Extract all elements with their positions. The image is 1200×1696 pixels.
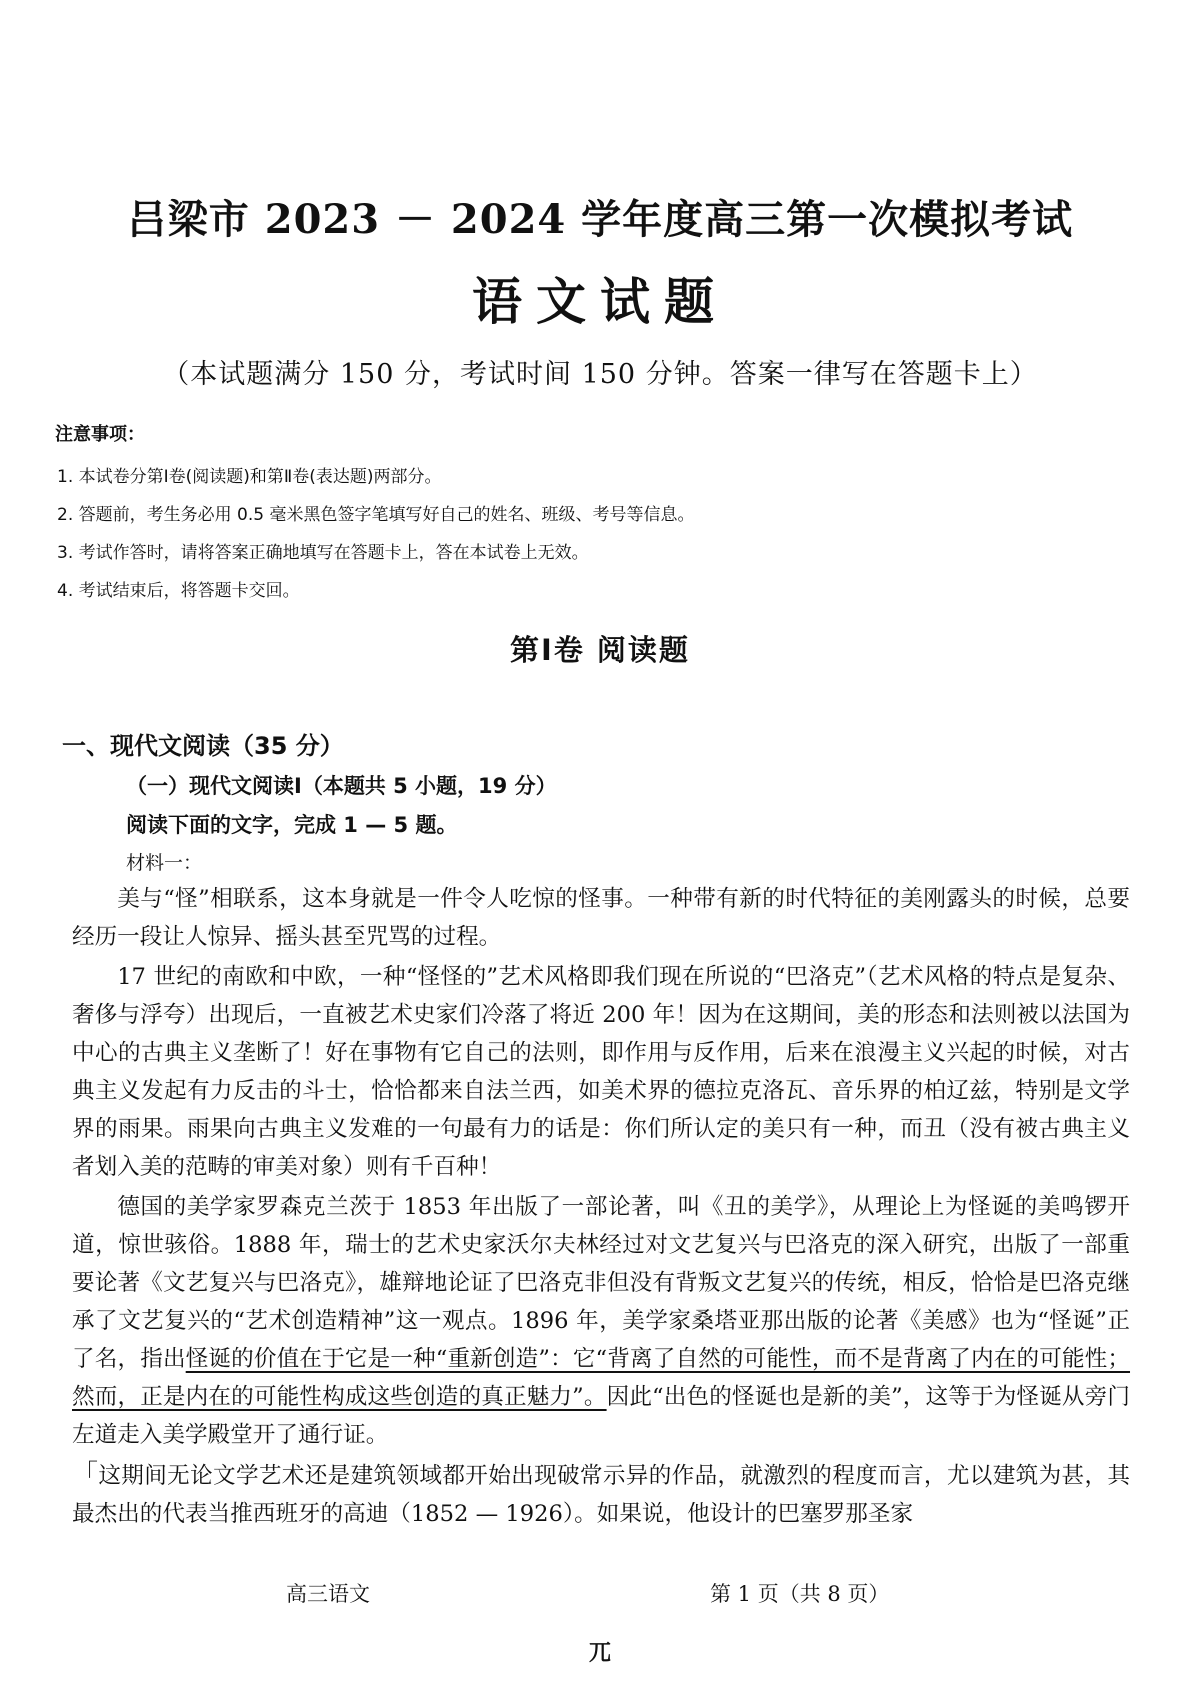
- subject-title: 语文试题: [472, 272, 728, 331]
- material-label: 材料一：: [126, 852, 203, 874]
- paragraph-3-part-b: 因此“出色的怪诞也是新的美”，这等于为怪诞从旁门左道走入美学殿堂开了通行证。: [72, 1384, 1130, 1448]
- notice-item: 2. 答题前，考生务必用 0.5 毫米黑色签字笔填写好自己的姓名、班级、考号等信息。: [57, 505, 695, 525]
- notice-list: [57, 458, 1157, 610]
- page-mark: 兀: [588, 1640, 611, 1666]
- section-title: 一、现代文阅读（35 分）: [62, 732, 344, 760]
- bracket-mark: 「: [72, 1460, 99, 1490]
- paragraph-2: 17 世纪的南欧和中欧，一种“怪怪的”艺术风格即我们现在所说的“巴洛克”（艺术风格的特点是复杂、奢侈与浮夸）出现后，一直被艺术史家们冷落了将近 200 年！因为在这期间，美的形态和法则被以法国为中心的古典主义垄断了！好在事物有它自己的法则，即作用与反作用，后来在浪漫主义兴起的时候，对古典主义发起有力反击的斗士，恰恰都来自法兰西，如美术界的德拉克洛瓦、音乐界的柏辽兹，特别是文学界的雨果。雨果向古典主义发难的一句最有力的话是：你们所认定的美只有一种，而丑（没有被古典主义者划入美的范畴的审美对象）则有千百种！: [72, 964, 1130, 1180]
- part-title: 第Ⅰ卷 阅读题: [510, 633, 690, 667]
- exam-info: （本试题满分 150 分，考试时间 150 分钟。答案一律写在答题卡上）: [162, 359, 1038, 390]
- notice-item: 3. 考试作答时，请将答案正确地填写在答题卡上，答在本试卷上无效。: [57, 543, 589, 563]
- exam-title: 吕梁市 2023 － 2024 学年度高三第一次模拟考试: [126, 196, 1074, 243]
- paragraph-4: [72, 1456, 1130, 1533]
- subsection-title: （一）现代文阅读Ⅰ（本题共 5 小题，19 分）: [126, 774, 557, 798]
- reading-passage: [72, 880, 1130, 1535]
- notice-heading: 注意事项：: [55, 424, 145, 445]
- paragraph-3-part-a: 德国的美学家罗森克兰茨于 1853 年出版了一部论著，叫《丑的美学》，从理论上为怪诞的美鸣锣开道，惊世骇俗。1888 年，瑞士的艺术史家沃尔夫林经过对文艺复兴与巴洛克的深入研究，出版了一部重要论著《文艺复兴与巴洛克》，雄辩地论证了巴洛克非但没有背叛文艺复兴的传统，相反，恰恰是巴洛克继承了文艺复兴的“艺术创造精神”这一观点。1896 年，美学家桑塔亚那出版的论著《美感》也为“怪诞”正了名，指出: [72, 1194, 1130, 1372]
- paragraph-4-text: 这期间无论文学艺术还是建筑领域都开始出现破常示异的作品，就激烈的程度而言，尤以建筑为甚，其最杰出的代表当推西班牙的高迪（1852 — 1926）。如果说，他设计的巴塞罗那圣家: [72, 1463, 1130, 1527]
- notice-item: 1. 本试卷分第Ⅰ卷(阅读题)和第Ⅱ卷(表达题)两部分。: [57, 467, 442, 487]
- paragraph-3: [72, 1188, 1130, 1454]
- footer-subject: 高三语文: [286, 1582, 370, 1606]
- paragraph-1: 美与“怪”相联系，这本身就是一件令人吃惊的怪事。一种带有新的时代特征的美刚露头的时候，总要经历一段让人惊异、摇头甚至咒骂的过程。: [72, 886, 1130, 950]
- reading-instruction: 阅读下面的文字，完成 1 — 5 题。: [126, 813, 458, 837]
- footer-page-number: 第 1 页（共 8 页）: [710, 1582, 890, 1606]
- notice-item: 4. 考试结束后，将答题卡交回。: [57, 581, 300, 601]
- underlined-sentence: 怪诞的价值在于它是一种“重新创造”：它“背离了自然的可能性，而不是背离了内在的可能性；然而，正是内在的可能性构成这些创造的真正魅力”。: [72, 1346, 1131, 1410]
